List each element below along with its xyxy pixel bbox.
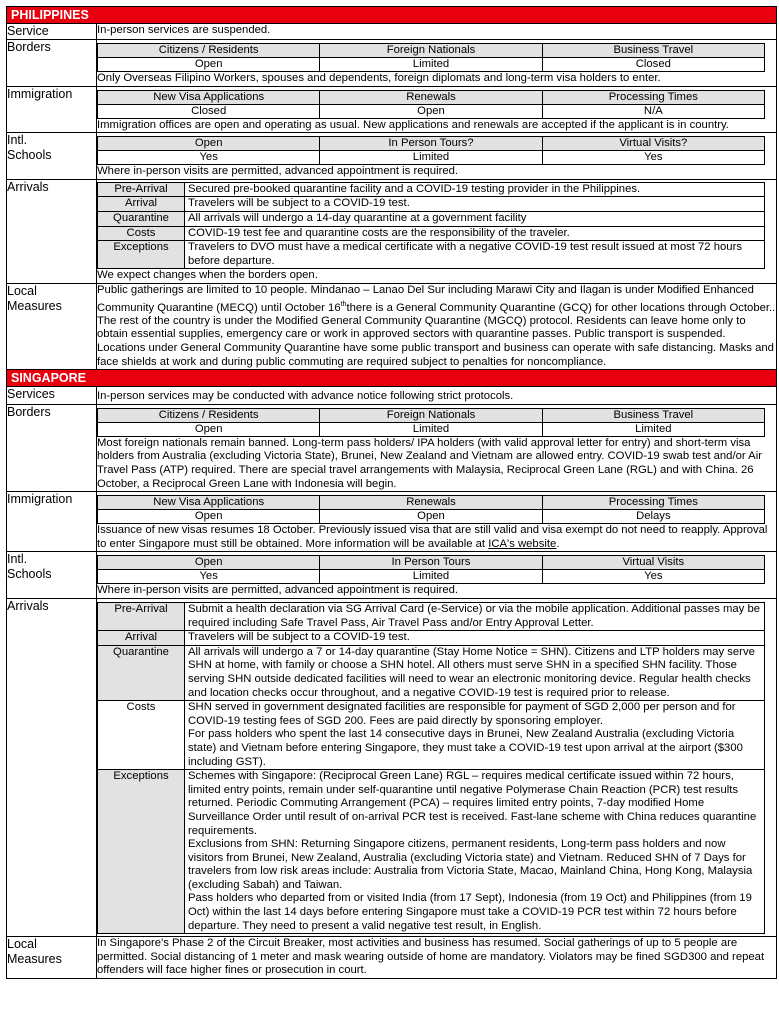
immigration-row [7,492,777,552]
schools-note: Where in-person visits are permitted, advanced appointment is required. [97,165,459,178]
arrivals-detail-paragraph: SHN served in government designated facilities are responsible for payment of SGD 2,000 per person and for COVID-19 testing fees of SGD 200. Fees are paid directly by sponsoring employer. [188,701,736,727]
service-row [7,24,777,40]
ica-website-link[interactable]: ICA's website [488,537,557,550]
status-value: N/A [542,104,764,118]
borders-note: Most foreign nationals remain banned. Long-term pass holders/ IPA holders (with valid approval letter for entry) and short-term visa holders from Australia (excluding Victoria State), Brunei, New Zealand and Vietnam are allowed entry. COVID-19 swab test and/or Air Travel Pass (ATP) required. There are special travel arrangements with Malaysia, Reciprocal Green Lane (RGL) and with China. 26 October, a Reciprocal Green Lane with Indonesia will begin. [97,436,762,490]
row-label: Service [7,24,97,40]
row-label [7,937,97,979]
row-label-line: Schools [7,148,52,163]
immigration-row [7,86,777,133]
arrivals-detail: All arrivals will undergo a 7 or 14-day quarantine (Stay Home Notice = SHN). Citizens and LTP holders may serve SHN at home, with family or choose a SHN hotel. All others must serve SHN in a specified SHN facility. Those serving SHN outside dedicated facilities will need to wear an electronic monitoring device. Regular health checks and location checks occur throughout, and a negative COVID-19 test is required prior to release. [185,645,765,700]
borders-status-table [97,408,765,437]
immigration-note [97,524,776,551]
local-measures-text: In Singapore's Phase 2 of the Circuit Breaker, most activities and business has resumed. Social gatherings of up to 5 people are permitted. Social distancing of 1 meter and mask wearing outside of home are mandatory. Violators may be fined SGD300 and repeat offenders will face higher fines or prosecution in court. [97,937,777,979]
column-header: New Visa Applications [98,496,320,510]
row-label: Arrivals [7,179,97,283]
status-value: Yes [542,570,764,584]
status-value: Closed [98,104,320,118]
row-label: Borders [7,40,97,87]
schools-note: Where in-person visits are permitted, advanced appointment is required. [97,584,459,597]
schools-row [7,552,777,599]
row-label [7,283,97,369]
row-label-line: Schools [7,567,52,582]
local-measures-row [7,937,777,979]
arrivals-table [97,182,765,270]
arrivals-key: Arrival [98,631,185,646]
ordinal-suffix: th [340,300,347,308]
column-header: Foreign Nationals [320,408,542,422]
column-header: Business Travel [542,408,764,422]
country-header-row [7,7,777,24]
arrivals-detail: Travelers will be subject to a COVID-19 test. [185,631,765,646]
arrivals-key: Costs [98,701,185,770]
status-value: Open [98,422,320,436]
row-label: Services [7,387,97,405]
immigration-note-text: . [556,537,560,550]
service-row [7,387,777,405]
status-value: Open [98,58,320,72]
arrivals-detail: Travelers will be subject to a COVID-19 test. [185,197,765,212]
country-name: PHILIPPINES [7,7,777,24]
arrivals-key: Pre-Arrival [98,603,185,631]
column-header: Virtual Visits [542,556,764,570]
borders-status-table [97,43,765,72]
country-name: SINGAPORE [7,370,777,387]
arrivals-detail-paragraph: Pass holders who departed from or visited India (from 17 Sept), Indonesia (from 19 Oct) and Philippines (from 19 Oct) within the last 14 days before entering Singapore must take a COVID-19 PCR test within 72 hours before departure. They need to present a valid negative test result, in English. [188,892,752,932]
status-value: Limited [320,570,542,584]
local-measures-text [97,283,777,369]
arrivals-detail-paragraph: Exclusions from SHN: Returning Singapore citizens, permanent residents, Long-term pass holders and now visitors from Brunei, New Zealand, Australia (excluding Victoria state) and Vietnam. Reduced SHN of 7 Days for travelers from low risk areas include: Australia from Victoria State, Macao, Mainland China, Hong Kong, Malaysia (excluding Sabah) and Taiwan. [188,838,753,891]
row-label: Immigration [7,492,97,552]
column-header: Virtual Visits? [542,137,764,151]
status-value: Limited [542,422,764,436]
row-label: Immigration [7,86,97,133]
arrivals-key: Quarantine [98,645,185,700]
row-label-line: Measures [7,298,62,313]
arrivals-detail [185,770,765,934]
column-header: Citizens / Residents [98,44,320,58]
schools-row [7,133,777,180]
column-header: Open [98,556,320,570]
restrictions-table [6,6,777,979]
service-text: In-person services are suspended. [97,24,777,40]
row-label [7,552,97,599]
row-label: Arrivals [7,599,97,937]
status-value: Closed [542,58,764,72]
arrivals-detail [185,701,765,770]
borders-row [7,40,777,87]
column-header: In Person Tours [320,556,542,570]
status-value: Limited [320,422,542,436]
schools-status-table [97,136,765,165]
immigration-status-table [97,90,765,119]
row-label-line: Intl. [7,552,28,567]
row-label-line: Intl. [7,133,28,148]
immigration-note: Immigration offices are open and operating as usual. New applications and renewals are accepted if the applicant is in country. [97,118,729,131]
arrivals-detail: Submit a health declaration via SG Arrival Card (e-Service) or via the mobile application. Additional passes may be required including Safe Travel Pass, Air Travel Pass and/or Entry Approval Letter. [185,603,765,631]
column-header: Renewals [320,90,542,104]
column-header: Renewals [320,496,542,510]
status-value: Yes [98,151,320,165]
service-text: In-person services may be conducted with advance notice following strict protocols. [97,387,777,405]
column-header: Open [98,137,320,151]
column-header: In Person Tours? [320,137,542,151]
arrivals-key: Exceptions [98,241,185,269]
status-value: Limited [320,151,542,165]
arrivals-table [97,602,765,934]
row-label-line: Measures [7,952,62,967]
status-value: Delays [542,510,764,524]
arrivals-note: We expect changes when the borders open. [97,269,318,282]
status-value: Limited [320,58,542,72]
arrivals-detail: All arrivals will undergo a 14-day quarantine at a government facility [185,211,765,226]
status-value: Yes [542,151,764,165]
column-header: Foreign Nationals [320,44,542,58]
status-value: Open [320,104,542,118]
column-header: New Visa Applications [98,90,320,104]
local-measures-text-part: there is a General Community Quarantine (GCQ) for other locations through October.. The rest of the country is under the Modified General Community Quarantine (MGCQ) protocol. Residents can leave home only to obtain essential supplies, emergency care or work in approved sectors with quarantine passes. Public transport is suspended. Locations under General Community Quarantine have some public transport and business can operate with safe distancing. Masks and face shields at work and during public commuting are required subject to penalties for noncompliance. [97,301,776,368]
arrivals-detail-paragraph: Schemes with Singapore: (Reciprocal Green Lane) RGL – requires medical certificate issued within 72 hours, limited entry points, remain under self-quarantine until negative Polymerase Chain Reaction (PCR) test results returned. Periodic Commuting Arrangement (PCA) – requires limited entry points, 7-day modified Home Surveillance Order until result of on-arrival PCR test is received. Fast-lane scheme with China reduces quarantine requirements. [188,770,757,837]
arrivals-detail-paragraph: For pass holders who spent the last 14 consecutive days in Brunei, New Zealand Australia (excluding Victoria state) and Vietnam before entering Singapore, they must take a COVID-19 test upon arrival at the airport ($300 including GST). [188,728,743,768]
country-header-row [7,370,777,387]
travel-restrictions-document [6,6,776,979]
arrivals-detail: Travelers to DVO must have a medical certificate with a negative COVID-19 test result issued at most 72 hours before departure. [185,241,765,269]
arrivals-key: Arrival [98,197,185,212]
arrivals-key: Pre-Arrival [98,182,185,197]
row-label-line: Local [7,937,37,952]
arrivals-key: Costs [98,226,185,241]
row-label [7,133,97,180]
local-measures-row [7,283,777,369]
status-value: Open [98,510,320,524]
schools-status-table [97,555,765,584]
column-header: Business Travel [542,44,764,58]
arrivals-row [7,599,777,937]
arrivals-row [7,179,777,283]
immigration-status-table [97,495,765,524]
local-measures-text-part: Public gatherings are limited to 10 people. Mindanao – Lanao Del Sur including Marawi City and Ilagan is under Modified Enhanced Community Quarantine (MECQ) until October 16 [97,283,754,314]
row-label: Borders [7,404,97,491]
borders-row [7,404,777,491]
status-value: Open [320,510,542,524]
arrivals-detail: Secured pre-booked quarantine facility and a COVID-19 testing provider in the Philippines. [185,182,765,197]
borders-note: Only Overseas Filipino Workers, spouses and dependents, foreign diplomats and long-term visa holders to enter. [97,72,661,84]
column-header: Processing Times [542,496,764,510]
column-header: Citizens / Residents [98,408,320,422]
row-label-line: Local [7,283,37,298]
status-value: Yes [98,570,320,584]
arrivals-key: Quarantine [98,211,185,226]
immigration-note-text: Issuance of new visas resumes 18 October. Previously issued visa that are still valid and visa exempt do not need to reapply. Approval to enter Singapore must still be obtained. More information will be available at [97,524,768,550]
arrivals-key: Exceptions [98,770,185,934]
arrivals-detail: COVID-19 test fee and quarantine costs are the responsibility of the traveler. [185,226,765,241]
column-header: Processing Times [542,90,764,104]
